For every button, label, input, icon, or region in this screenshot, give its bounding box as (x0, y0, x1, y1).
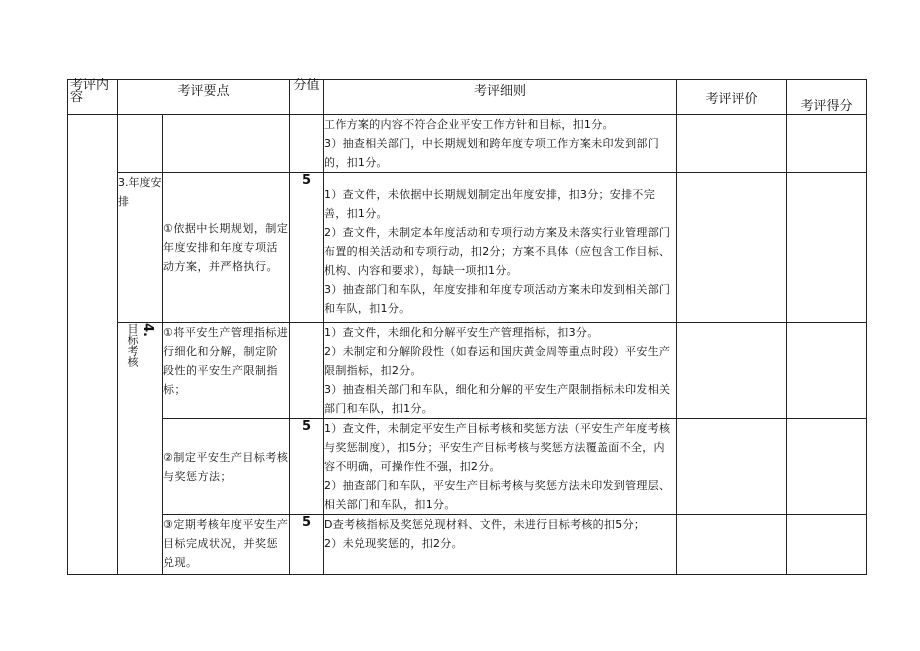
rules-cell (324, 323, 677, 419)
rule-line: 1）查文件，未制定平安生产目标考核和奖惩方法（平安生产年度考核与奖惩制度），扣5分；平安生产目标考核与奖惩方法覆盖面不全，内容不明确，可操作性不强，扣2分。 (324, 422, 671, 473)
score-cell: 5 (290, 515, 324, 575)
result-cell (787, 323, 867, 419)
rule-line: 2）抽查部门和车队，平安生产目标考核与奖惩方法未印发到管理层、相关部门和车队，扣1分。 (324, 479, 671, 511)
item-cell: ①依据中长期规划，制定年度安排和年度专项活动方案，并严格执行。 (163, 173, 290, 323)
rule-line: D查考核指标及奖惩兑现材料、文件，未进行目标考核的扣5分； (324, 518, 646, 531)
table-row (68, 115, 867, 173)
sub-label: 目标考核 (126, 323, 139, 367)
rule-line: 3）抽查相关部门，中长期规划和跨年度专项工作方案未印发到部门的，扣1分。 (324, 137, 660, 169)
score-cell: 5 (290, 419, 324, 515)
result-cell (787, 173, 867, 323)
sub-cell-target (118, 323, 163, 575)
rule-line: 3）抽查部门和车队，年度安排和年度专项活动方案未印发到相关部门和车队，扣1分。 (324, 283, 671, 315)
result-cell (787, 515, 867, 575)
item-cell: ②制定平安生产目标考核与奖惩方法； (163, 419, 290, 515)
table-row (68, 323, 867, 419)
rule-line: 1）查文件，未细化和分解平安生产管理指标，扣3分。 (324, 326, 599, 339)
rules-cell (324, 115, 677, 173)
evaluation-table (67, 79, 867, 575)
header-rules: 考评细则 (324, 80, 677, 115)
item-cell (163, 115, 290, 173)
score-cell (290, 323, 324, 419)
rule-line: 3）抽查相关部门和车队，细化和分解的平安生产限制指标未印发相关部门和车队，扣1分。 (324, 383, 671, 415)
rule-line: 2）未制定和分解阶段性（如春运和国庆黄金周等重点时段）平安生产限制指标，扣2分。 (324, 345, 671, 377)
rules-cell (324, 419, 677, 515)
header-result: 考评得分 (787, 80, 867, 115)
evaluation-cell (677, 115, 787, 173)
table-row (68, 419, 867, 515)
score-cell (290, 115, 324, 173)
rule-line: 工作方案的内容不符合企业平安工作方针和目标，扣1分。 (324, 118, 614, 131)
evaluation-cell (677, 323, 787, 419)
rules-cell (324, 173, 677, 323)
item-cell: ③定期考核年度平安生产目标完成状况，并奖惩兑现。 (163, 515, 290, 575)
item-cell: ①将平安生产管理指标进行细化和分解，制定阶段性的平安生产限制指标； (163, 323, 290, 419)
header-points: 考评要点 (118, 80, 290, 115)
rules-cell (324, 515, 677, 575)
evaluation-cell (677, 515, 787, 575)
header-content: 考评内容 (68, 80, 118, 115)
result-cell (787, 115, 867, 173)
header-score: 分值 (290, 80, 324, 115)
rule-line: 1）查文件，未依据中长期规划制定出年度安排，扣3分；安排不完善，扣1分。 (324, 188, 656, 220)
sub-cell: 3.年度安排 (118, 173, 163, 323)
table-row (68, 173, 867, 323)
score-cell: 5 (290, 173, 324, 323)
sub-number: 4. (140, 323, 155, 337)
evaluation-cell (677, 173, 787, 323)
table-row (68, 515, 867, 575)
header-row (68, 80, 867, 115)
result-cell (787, 419, 867, 515)
header-evaluation: 考评评价 (677, 80, 787, 115)
rule-line: 2）查文件，未制定本年度活动和专项行动方案及未落实行业管理部门布置的相关活动和专项行动，扣2分；方案不具体（应包含工作目标、机构、内容和要求），每缺一项扣1分。 (324, 226, 671, 277)
evaluation-cell (677, 419, 787, 515)
rule-line: 2）未兑现奖惩的，扣2分。 (324, 537, 463, 550)
sub-cell (118, 115, 163, 173)
content-cell (68, 115, 118, 575)
